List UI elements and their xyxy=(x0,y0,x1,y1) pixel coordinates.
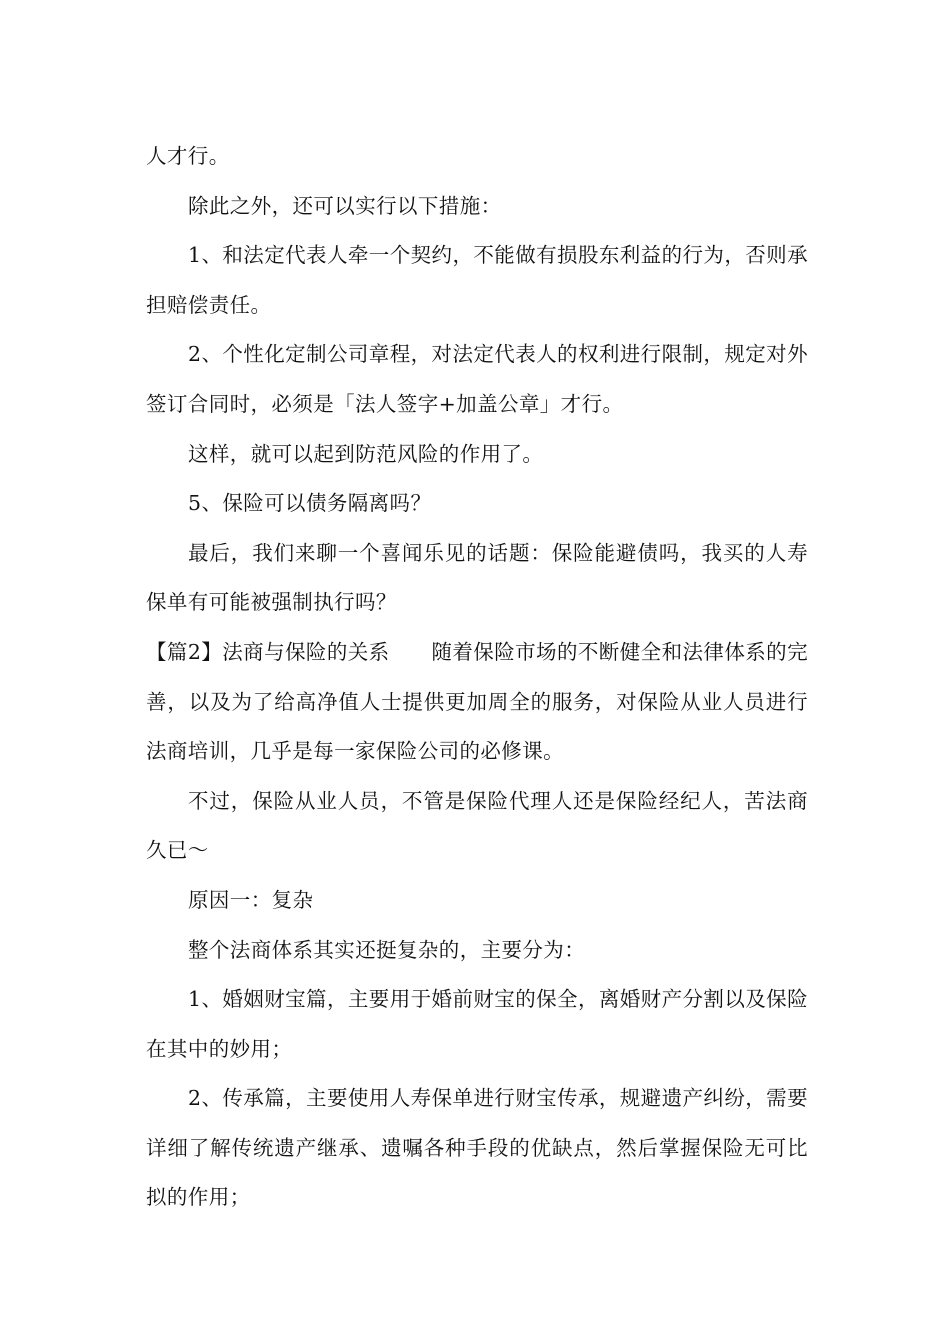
paragraph: 最后，我们来聊一个喜闻乐见的话题：保险能避债吗，我买的人寿保单有可能被强制执行吗？ xyxy=(146,540,808,615)
paragraph: 除此之外，还可以实行以下措施： xyxy=(188,193,502,218)
document-body xyxy=(146,132,808,1223)
paragraph: 1、婚姻财宝篇，主要用于婚前财宝的保全，离婚财产分割以及保险在其中的妙用； xyxy=(146,987,808,1061)
paragraph: 原因一：复杂 xyxy=(188,887,314,912)
paragraph: 5、保险可以债务隔离吗？ xyxy=(188,491,432,516)
paragraph: 2、传承篇，主要使用人寿保单进行财宝传承，规避遗产纠纷，需要详细了解传统遗产继承、遗嘱各种手段的优缺点，然后掌握保险无可比拟的作用； xyxy=(146,1086,808,1210)
paragraph: 2、个性化定制公司章程，对法定代表人的权利进行限制，规定对外签订合同时，必须是「法人签字+加盖公章」才行。 xyxy=(146,342,808,416)
paragraph: 1、和法定代表人牵一个契约，不能做有损股东利益的行为，否则承担赔偿责任。 xyxy=(146,243,808,317)
section-heading-paragraph: 【篇2】法商与保险的关系 随着保险市场的不断健全和法律体系的完善，以及为了给高净值人士提供更加周全的服务，对保险从业人员进行法商培训，几乎是每一家保险公司的必修课。 xyxy=(146,639,808,764)
paragraph: 这样，就可以起到防范风险的作用了。 xyxy=(188,441,544,466)
paragraph: 不过，保险从业人员，不管是保险代理人还是保险经纪人，苦法商久已～ xyxy=(146,788,808,863)
paragraph: 整个法商体系其实还挺复杂的，主要分为： xyxy=(188,937,586,962)
paragraph: 人才行。 xyxy=(146,144,230,168)
